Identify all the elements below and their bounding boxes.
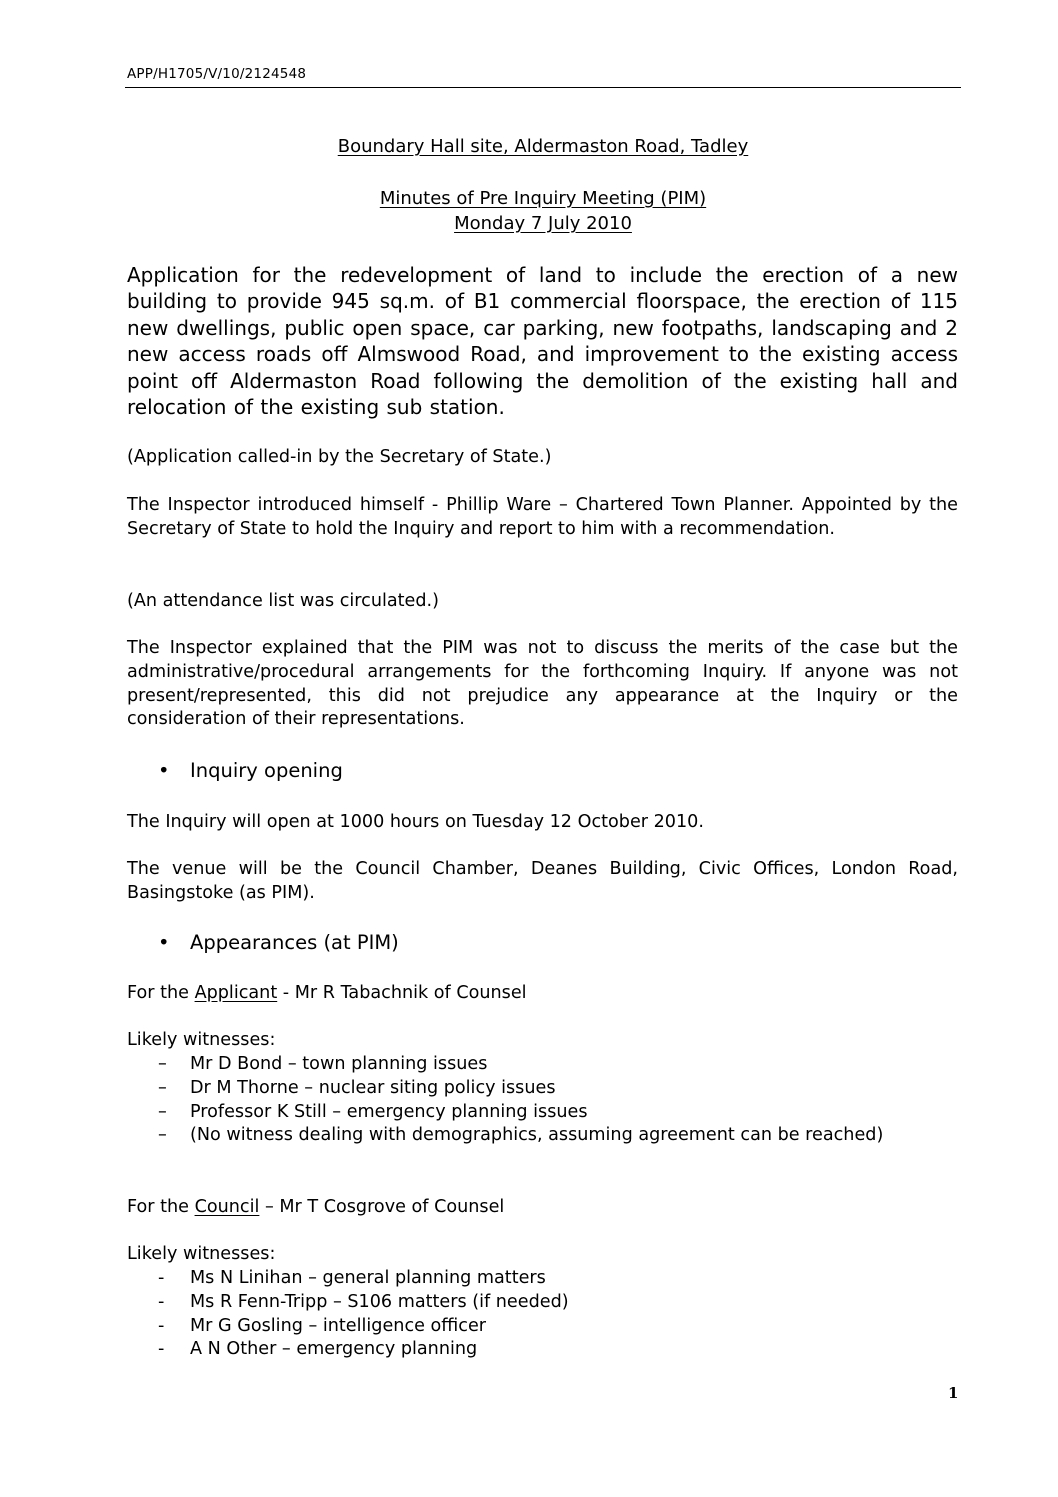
list-item: – Dr M Thorne – nuclear siting policy issues	[158, 1077, 556, 1098]
council-line: For the Council – Mr T Cosgrove of Counsel	[127, 1197, 505, 1217]
council-witness-list	[158, 1267, 958, 1362]
section-inquiry-opening	[158, 759, 343, 782]
meeting-title: Minutes of Pre Inquiry Meeting (PIM)	[379, 188, 707, 209]
list-item: - Ms R Fenn-Tripp – S106 matters (if needed)	[158, 1291, 569, 1312]
council-witnesses-label: Likely witnesses:	[127, 1244, 276, 1264]
list-item: – Professor K Still – emergency planning issues	[158, 1101, 588, 1122]
page-number: 1	[948, 1384, 959, 1402]
applicant-witnesses-label: Likely witnesses:	[127, 1030, 276, 1050]
site-title: Boundary Hall site, Aldermaston Road, Tadley	[337, 136, 749, 157]
council-party: Council	[194, 1197, 260, 1217]
list-item: – (No witness dealing with demographics, assuming agreement can be reached)	[158, 1125, 884, 1146]
list-item: - Ms N Linihan – general planning matters	[158, 1268, 546, 1288]
venue-text: The venue will be the Council Chamber, Deanes Building, Civic Offices, London Road, Basingstoke (as PIM).	[127, 859, 958, 903]
bullet-icon: •	[158, 759, 170, 782]
applicant-line: For the Applicant - Mr R Tabachnik of Counsel	[127, 983, 527, 1003]
applicant-witness-list	[158, 1053, 958, 1148]
list-item: - Mr G Gosling – intelligence officer	[158, 1315, 487, 1336]
list-item: – Mr D Bond – town planning issues	[158, 1054, 488, 1074]
opening-time: The Inquiry will open at 1000 hours on Tuesday 12 October 2010.	[127, 812, 704, 832]
section-heading: Appearances (at PIM)	[190, 931, 399, 954]
list-item: - A N Other – emergency planning	[158, 1339, 478, 1360]
meeting-date: Monday 7 July 2010	[454, 213, 632, 234]
called-in-note: (Application called-in by the Secretary of State.)	[127, 447, 552, 467]
section-heading: Inquiry opening	[190, 759, 343, 782]
document-reference: APP/H1705/V/10/2124548	[127, 66, 307, 82]
attendance-note: (An attendance list was circulated.)	[127, 591, 439, 611]
section-appearances	[158, 931, 399, 954]
applicant-party: Applicant	[194, 983, 278, 1003]
inspector-introduction: The Inspector introduced himself - Phillip Ware – Chartered Town Planner. Appointed by the Secretary of State to hold the Inquiry and report to him with a recommendation.	[127, 495, 958, 539]
header-rule	[125, 87, 961, 88]
purpose-paragraph: The Inspector explained that the PIM was not to discuss the merits of the case but the administrative/procedural arrangements for the forthcoming Inquiry. If anyone was not present/represented, this did not prejudice any appearance at the Inquiry or the consideration of their representations.	[127, 638, 958, 730]
application-description: Application for the redevelopment of land to include the erection of a new building to provide 945 sq.m. of B1 commercial floorspace, the erection of 115 new dwellings, public open space, car parking, new footpaths, landscaping and 2 new access roads off Almswood Road, and improvement to the existing access point off Aldermaston Road following the demolition of the existing hall and relocation of the existing sub station.	[127, 263, 958, 420]
bullet-icon: •	[158, 931, 170, 954]
